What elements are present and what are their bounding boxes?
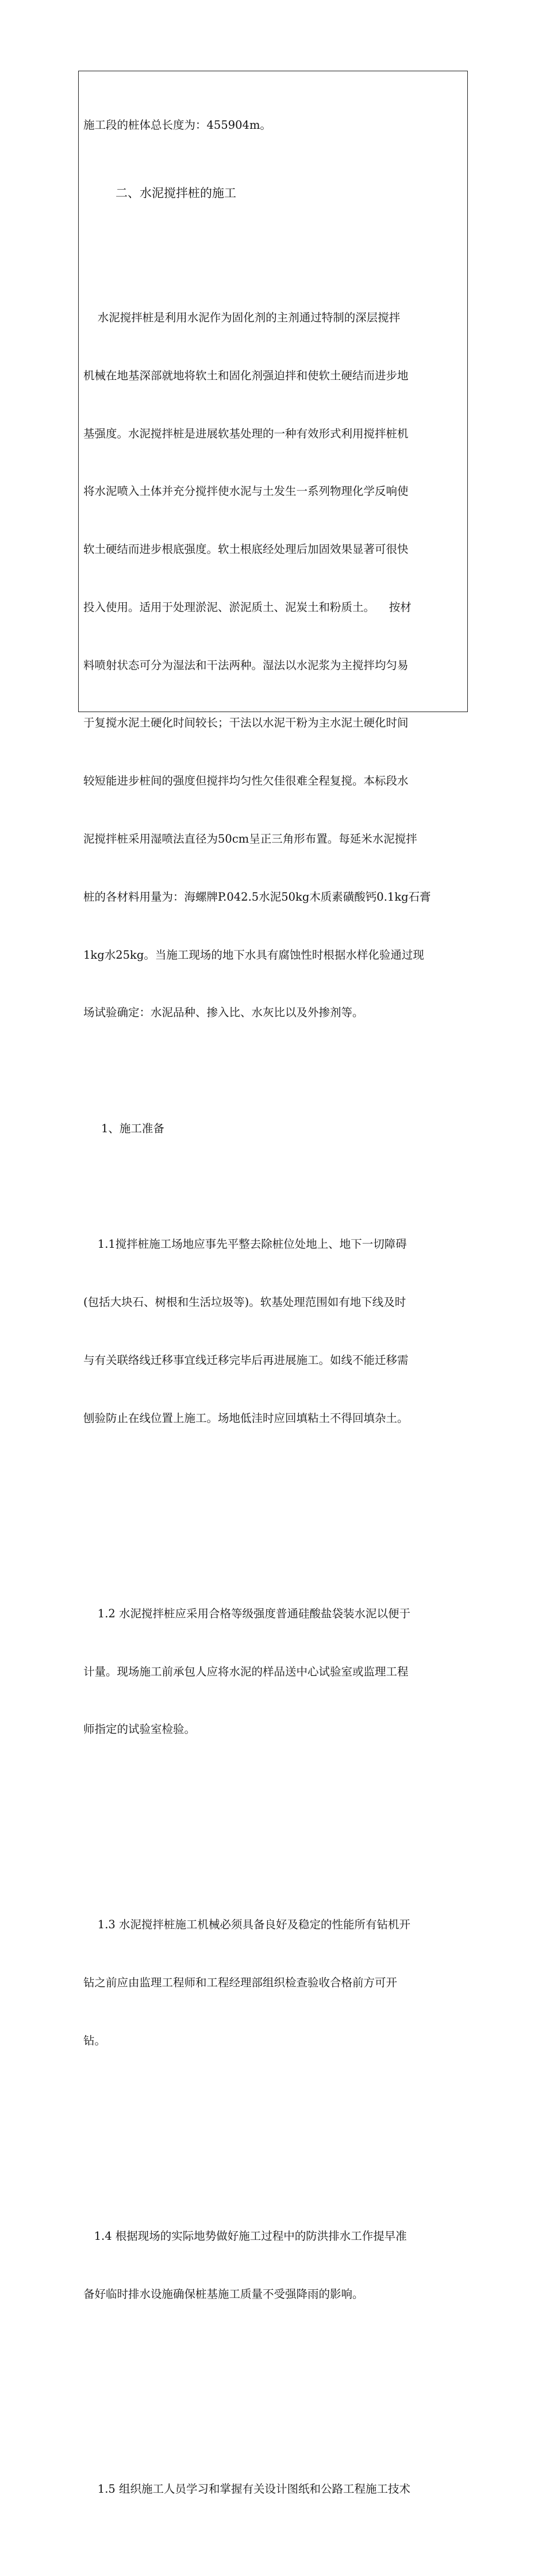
paragraph-line: 钻之前应由监理工程师和工程经理部组织检查验收合格前方可开: [83, 1976, 398, 1989]
item-1-3: [83, 1877, 464, 2089]
paragraph-line: 将水泥喷入土体并充分搅拌使水泥与土发生一系列物理化学反响使: [83, 485, 409, 498]
paragraph-line: 水泥搅拌桩是利用水泥作为固化剂的主剂通过特制的深层搅拌: [83, 310, 401, 324]
paragraph-line: 机械在地基深部就地将软土和固化剂强迫拌和使软土硬结而进步地: [83, 368, 409, 382]
paragraph-line: 计量。现场施工前承包人应将水泥的样品送中心试验室或监理工程: [83, 1664, 409, 1678]
document-frame: [78, 71, 468, 2496]
paragraph-line: 1.5 组织施工人员学习和掌握有关设计图纸和公路工程施工技术: [83, 2482, 411, 2496]
paragraph-line: 于复搅水泥土硬化时间较长；干法以水泥干粉为主水泥土硬化时间: [83, 716, 409, 730]
paragraph-line: 1.4 根据现场的实际地势做好施工过程中的防洪排水工作提早准: [83, 2229, 407, 2243]
paragraph-line: 1.2 水泥搅拌桩应采用合格等级强度普通硅酸盐袋装水泥以便于: [83, 1606, 411, 1620]
paragraph-line: 料喷射状态可分为湿法和干法两种。湿法以水泥浆为主搅拌均匀易: [83, 658, 409, 672]
paragraph-line: 基强度。水泥搅拌桩是进展软基处理的一种有效形式利用搅拌桩机: [83, 426, 409, 440]
paragraph-line: 1.3 水泥搅拌桩施工机械必须具备良好及稳定的性能所有钻机开: [83, 1918, 411, 1932]
paragraph-line: 与有关联络线迁移事宜线迁移完毕后再进展施工。如线不能迁移需: [83, 1354, 409, 1367]
paragraph-line: 投入使用。适用于处理淤泥、淤泥质土、泥炭土和粉质土。 按材: [83, 600, 412, 614]
paragraph-line: 刨验防止在线位置上施工。场地低洼时应回填粘土不得回填杂土。: [83, 1411, 409, 1425]
paragraph-line: 较短能进步桩间的强度但搅拌均匀性欠佳很难全程复搅。本标段水: [83, 774, 409, 788]
item-1-1: [83, 1196, 464, 1466]
paragraph-line: 桩的各材料用量为：海螺牌P.042.5水泥50kg木质素磺酸钙0.1kg石膏: [83, 890, 431, 903]
paragraph-line: 备好临时排水设施确保桩基施工质量不受强降雨的影响。: [83, 2287, 364, 2301]
paragraph-line: 师指定的试验室检验。: [83, 1723, 196, 1736]
section-heading: 二、水泥搅拌桩的施工: [116, 186, 236, 200]
item-1-5: [83, 2441, 464, 2537]
paragraph-line: (包括大块石、树根和生活垃圾等)。软基处理范围如有地下线及时: [83, 1295, 406, 1309]
sub-heading-preparation: 1、施工准备: [83, 1121, 164, 1135]
item-1-2: [83, 1566, 464, 1778]
intro-paragraph: [83, 270, 464, 1061]
paragraph-line: 钻。: [83, 2033, 106, 2047]
paragraph-line: 1kg水25kg。当施工现场的地下水具有腐蚀性时根据水样化验通过现: [83, 948, 424, 962]
paragraph-line: 泥搅拌桩采用湿喷法直径为50cm呈正三角形布置。每延米水泥搅拌: [83, 832, 417, 845]
paragraph-line: 软土硬结而进步根底强度。软土根底经处理后加固效果显著可很快: [83, 543, 409, 556]
paragraph-line: 场试验确定：水泥品种、掺入比、水灰比以及外掺剂等。: [83, 1006, 364, 1020]
top-line: 施工段的桩体总长度为：455904m。: [83, 118, 271, 132]
paragraph-line: 1.1搅拌桩施工场地应事先平整去除桩位处地上、地下一切障碍: [83, 1237, 407, 1251]
item-1-4: [83, 2188, 464, 2343]
document-body: [83, 77, 464, 2576]
